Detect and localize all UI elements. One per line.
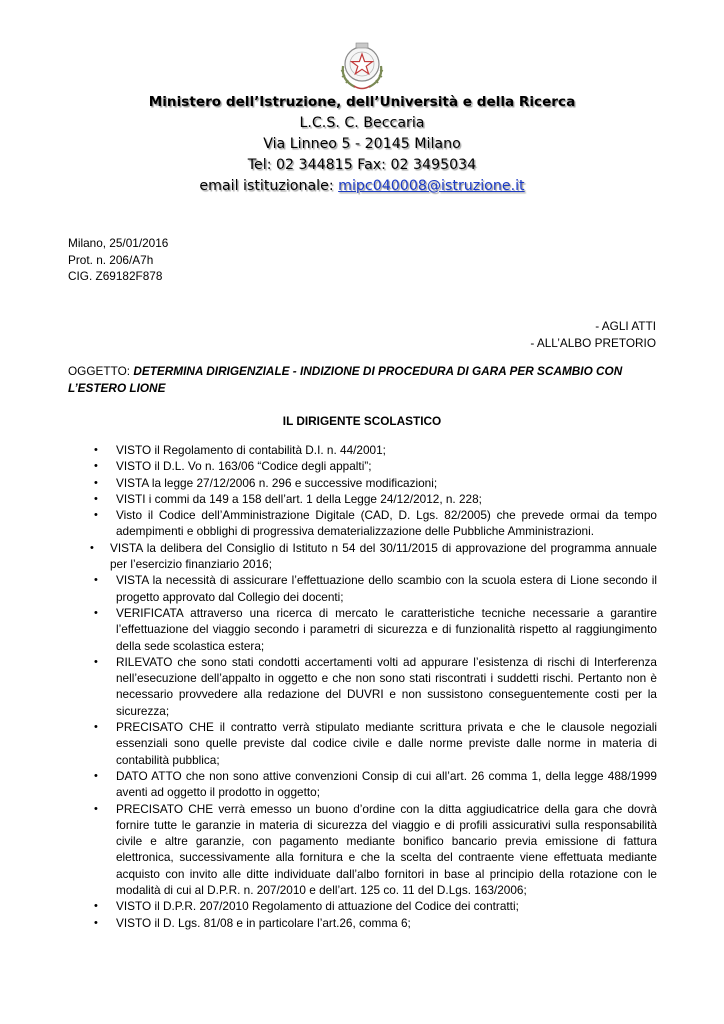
list-item: • VISTI i commi da 149 a 158 dell’art. 1 della Legge 24/12/2012, n. 228;	[94, 491, 482, 506]
cig-code: CIG. Z69182F878	[68, 269, 163, 284]
list-item: • Visto il Codice dell’Amministrazione Digitale (CAD, D. Lgs. 82/2005) che prevede ormai da tempo adempimenti e obblighi di progressiva dematerializzazione delle Pubbliche Amministrazioni.	[94, 508, 657, 539]
email-link[interactable]: mipc040008@istruzione.it	[338, 178, 525, 194]
subject-text: DETERMINA DIRIGENZIALE - INDIZIONE DI PROCEDURA DI GARA PER SCAMBIO CON L’ESTERO LIONE	[68, 364, 623, 395]
bullet-icon: •	[94, 802, 98, 815]
place-date: Milano, 25/01/2016	[68, 236, 169, 250]
subject-label: OGGETTO:	[68, 364, 134, 378]
bullet-icon: •	[94, 574, 98, 587]
list-item: • PRECISATO CHE il contratto verrà stipulato mediante scrittura privata e che le clausole negoziali essenziali sono quelle previste dal codice civile e dalle norme previste dalle norme in materia di contabilità pubblica;	[94, 720, 657, 767]
bullet-icon: •	[94, 460, 98, 473]
list-item: • VISTO il D.P.R. 207/2010 Regolamento di attuazione del Codice dei contratti;	[94, 899, 519, 914]
recipients	[530, 318, 656, 351]
letterhead	[0, 92, 724, 197]
protocol-number: Prot. n. 206/A7h	[68, 252, 154, 267]
list-item: • PRECISATO CHE verrà emesso un buono d’ordine con la ditta aggiudicatrice della gara che dovrà fornire tutte le garanzie in materia di sicurezza del viaggio e di profili assicurativi sulla responsabilità civile e altre garanzie, con pagamento mediante bonifico bancario previa emissione di fattura elettronica, successivamente alla fornitura e che la scelta del contraente viene effettuata mediante acquisto con invito alle ditte individuate dall’albo fornitori in base al principio della rotazione con le modalità di cui al D.P.R. n. 207/2010 e dell’art. 125 co. 11 del D.Lgs. 163/2006;	[94, 801, 657, 898]
email-label: email istituzionale:	[199, 178, 339, 194]
premises-list	[0, 442, 724, 931]
list-item: • VERIFICATA attraverso una ricerca di mercato le caratteristiche tecniche necessarie a garantire l’effettuazione del viaggio secondo i parametri di sicurezza e di funzionalità rispetto al raggiungimento della sede scolastica estera;	[94, 605, 657, 653]
school-address: Via Linneo 5 - 20145 Milano	[263, 136, 461, 152]
list-item: • RILEVATO che sono stati condotti accertamenti volti ad appurare l’esistenza di rischi di Interferenza nell’esecuzione dell’appalto in oggetto e che non sono stati riscontrati i suddetti rischi. Pertanto non è necessario provvedere alla redazione del DUVRI e non sussistono conseguentemente costi per la sicurezza;	[94, 654, 657, 718]
recipient-atti: - AGLI ATTI	[595, 319, 656, 333]
bullet-icon: •	[94, 916, 98, 929]
school-email-line	[0, 176, 724, 197]
bullet-icon: •	[94, 655, 98, 668]
list-item: • VISTA la necessità di assicurare l’effettuazione dello scambio con la scuola estera di Lione secondo il progetto approvato dal Collegio dei docenti;	[94, 573, 657, 604]
ministry-name: Ministero dell’Istruzione, dell’Università e della Ricerca	[148, 94, 576, 110]
recipient-albo: - ALL’ALBO PRETORIO	[530, 335, 656, 350]
school-phone-fax: Tel: 02 344815 Fax: 02 3495034	[247, 157, 477, 173]
list-item: • DATO ATTO che non sono attive convenzioni Consip di cui all’art. 26 comma 1, della legge 488/1999 aventi ad oggetto il prodotto in oggetto;	[94, 768, 657, 800]
bullet-icon: •	[94, 492, 98, 505]
list-item: • VISTO il Regolamento di contabilità D.I. n. 44/2001;	[94, 443, 386, 457]
bullet-icon: •	[90, 541, 94, 554]
section-heading: IL DIRIGENTE SCOLASTICO	[282, 414, 442, 428]
list-item: • VISTA la legge 27/12/2006 n. 296 e successive modificazioni;	[94, 475, 438, 490]
subject	[68, 363, 658, 397]
bullet-icon: •	[94, 476, 98, 489]
list-item: • VISTA la delibera del Consiglio di Istituto n 54 del 30/11/2015 di approvazione del programma annuale per l’esercizio finanziario 2016;	[90, 540, 657, 572]
bullet-icon: •	[94, 509, 98, 522]
bullet-icon: •	[94, 606, 98, 619]
bullet-icon: •	[94, 721, 98, 734]
list-item: • VISTO il D.L. Vo n. 163/06 “Codice degli appalti”;	[94, 459, 372, 474]
bullet-icon: •	[94, 769, 98, 782]
list-item: • VISTO il D. Lgs. 81/08 e in particolare l’art.26, comma 6;	[94, 915, 411, 930]
school-name: L.C.S. C. Beccaria	[299, 115, 425, 131]
document-meta	[68, 235, 168, 285]
bullet-icon: •	[94, 444, 98, 456]
bullet-icon: •	[94, 900, 98, 913]
repubblica-emblem-icon	[337, 40, 387, 92]
